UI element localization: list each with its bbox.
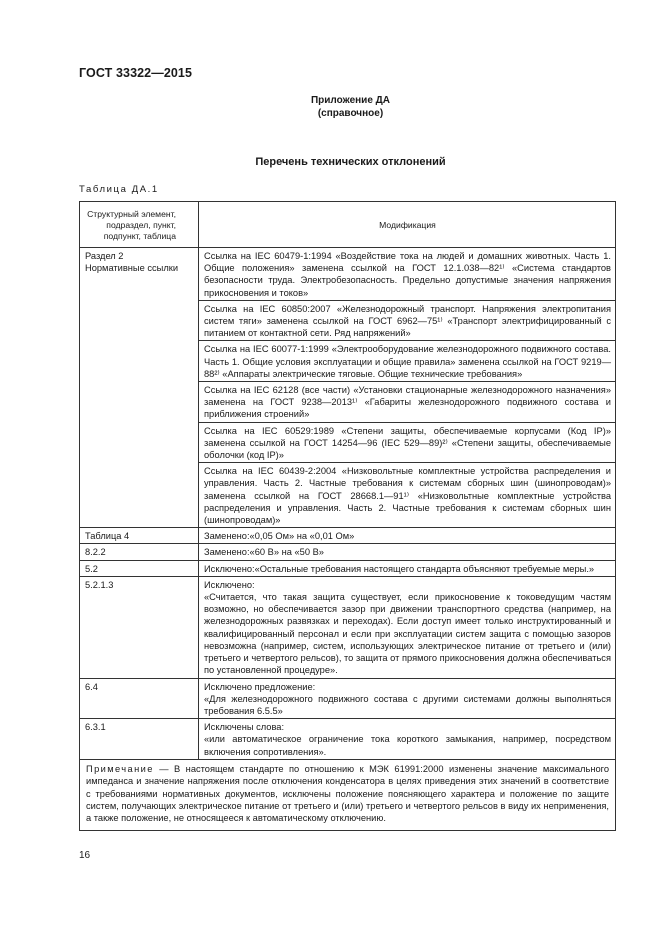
row-modification: Заменено:«60 В» на «50 В»: [199, 544, 616, 560]
table-row: [80, 719, 616, 760]
table-row: [80, 576, 616, 678]
row-modification: Заменено:«0,05 Ом» на «0,01 Ом»: [199, 528, 616, 544]
table-note-row: [80, 759, 616, 830]
row-modification: Ссылка на IEC 60850:2007 «Железнодорожный транспорт. Напряжения электропитания систем тяги» заменена ссылкой на ГОСТ 6962—75¹⁾ «Транспорт электрифицированный с питанием от контактной сети. Ряд напряжений»: [199, 300, 616, 341]
row-section: 8.2.2: [80, 544, 199, 560]
row-section: 5.2: [80, 560, 199, 576]
row-section: 5.2.1.3: [80, 576, 199, 678]
header-modification: Модификация: [199, 202, 616, 248]
table-header-row: [80, 202, 616, 248]
appendix-subtitle: (справочное): [317, 108, 384, 119]
table-row: [80, 544, 616, 560]
appendix-title: Приложение ДА: [310, 95, 391, 106]
row-modification: Ссылка на IEC 60479-1:1994 «Воздействие тока на людей и домашних животных. Часть 1. Общие положения» заменена ссылкой на ГОСТ 12.1.038—82¹⁾ «Система стандартов безопасности труда. Электробезопасность. Предельно допустимые значения напряжения прикосновения и токов»: [199, 248, 616, 301]
header-structural-element: Структурный элемент, подраздел, пункт, подпункт, таблица: [80, 202, 199, 248]
table-note: [80, 759, 616, 830]
document-code: ГОСТ 33322—2015: [79, 66, 193, 80]
table-label: Таблица ДА.1: [79, 184, 159, 195]
list-title: Перечень технических отклонений: [255, 156, 446, 168]
note-label: Примечание: [86, 763, 154, 774]
table-row: [80, 678, 616, 719]
deviations-table: [79, 201, 616, 831]
row-modification: Исключено: «Считается, что такая защита существует, если прикосновение к токоведущим частям возможно, но обеспечивается зазор при движении транспортного средства (например, на железнодорожных развязках и переходах). Если доступ имеет только инструктированный и квалифицированный персонал и если при эксплуатации систем защита с помощью зазоров невозможна (например, систем, использующих электрическое питание от третьего и (или) третьего и четвертого рельсов), то защита от прямого прикосновения должна обеспечиваться по установленной процедуре».: [199, 576, 616, 678]
row-modification: Ссылка на IEC 60529:1989 «Степени защиты, обеспечиваемые корпусами (Код IP)» заменена ссылкой на ГОСТ 14254—96 (IEC 529—89)²⁾ «Степени защиты, обеспечиваемые оболочки (код IP)»: [199, 422, 616, 463]
row-section: 6.4: [80, 678, 199, 719]
table-row: [80, 528, 616, 544]
row-modification: Ссылка на IEC 60077-1:1999 «Электрооборудование железнодорожного подвижного состава. Часть 1. Общие условия эксплуатации и общие правила» заменена ссылкой на ГОСТ 9219—88²⁾ «Аппараты электрические тяговые. Общие технические требования»: [199, 341, 616, 382]
section-label: Раздел 2 Нормативные ссылки: [85, 251, 179, 274]
table-row: [80, 560, 616, 576]
row-modification: Исключено предложение: «Для железнодорожного подвижного состава с другими системами должны выполняться требования 6.5.5»: [199, 678, 616, 719]
row-modification: Исключены слова: «или автоматическое ограничение тока короткого замыкания, например, посредством включения сопротивления».: [199, 719, 616, 760]
note-text: — В настоящем стандарте по отношению к МЭК 61991:2000 изменены значение максимального импеданса и значение напряжения после отключения конденсатора в целях приведения этих значений в соответствие с требованиями нормативных документов, исключены положение поясняющего характера и положение по защите систем, получающих электрическое питание от третьего и (или) третьего и четвертого рельсов в виду их неприменения, а также положение, не относящееся к автоматическому отключению.: [86, 763, 609, 824]
row-modification: Ссылка на IEC 62128 (все части) «Установки стационарные железнодорожного назначения» заменена на ГОСТ 9238—2013¹⁾ «Габариты железнодорожного подвижного состава и приближения строений»: [199, 382, 616, 423]
table-row: [80, 248, 616, 301]
row-modification: Исключено:«Остальные требования настоящего стандарта объясняют требуемые меры.»: [199, 560, 616, 576]
row-section: 6.3.1: [80, 719, 199, 760]
page-number: 16: [79, 850, 91, 861]
row-section: Таблица 4: [80, 528, 199, 544]
row-section: [80, 248, 199, 528]
row-modification: Ссылка на IEC 60439-2:2004 «Низковольтные комплектные устройства распределения и управления. Часть 2. Частные требования к системам сборных шин (шинопроводам)» заменена ссылкой на ГОСТ 28668.1—91¹⁾ «Низковольтные комплектные устройства распределения и управления. Часть 2. Частные требования к системам сборных шин (шинопроводам)»: [199, 463, 616, 528]
